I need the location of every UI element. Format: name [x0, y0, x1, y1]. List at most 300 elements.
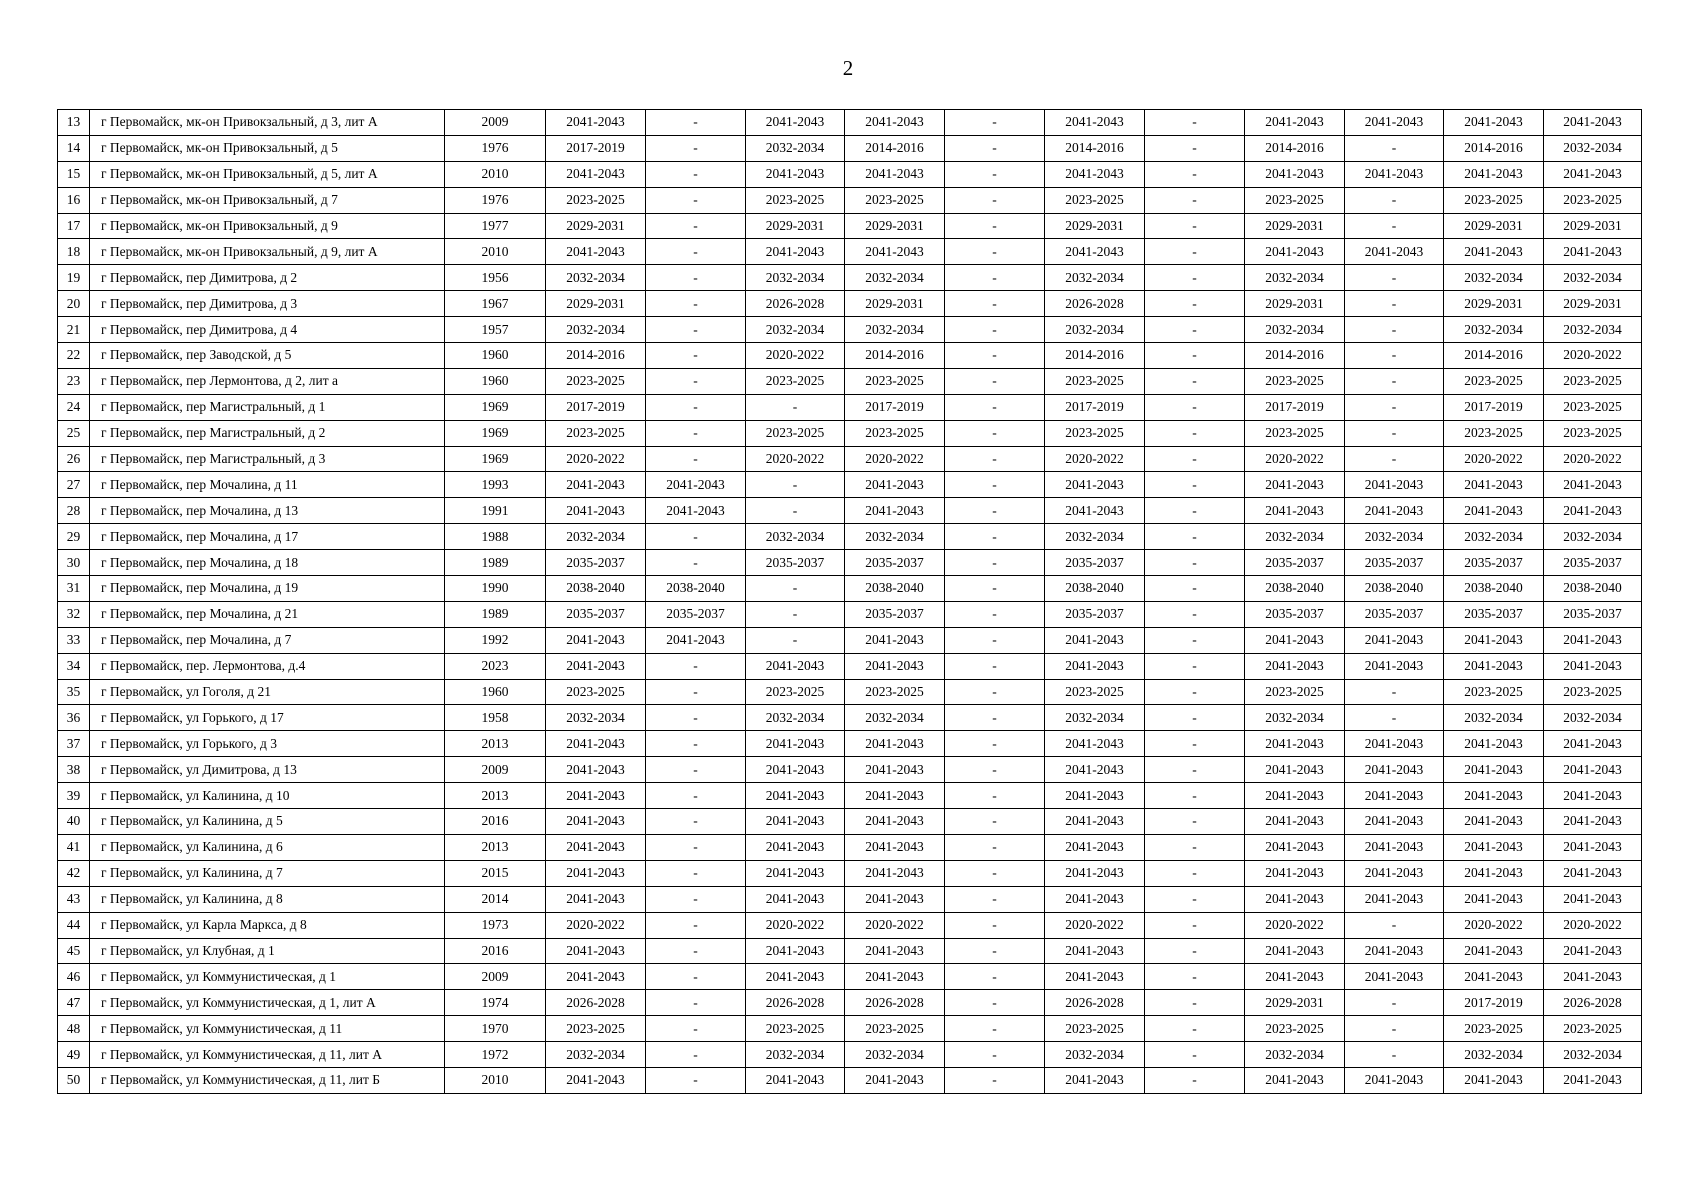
- address-cell: г Первомайск, мк-он Привокзальный, д 9: [90, 213, 445, 239]
- period-cell-2: -: [646, 653, 746, 679]
- period-cell-3: 2041-2043: [746, 964, 845, 990]
- address-cell: г Первомайск, пер Лермонтова, д 2, лит а: [90, 368, 445, 394]
- period-cell-8: 2023-2025: [1245, 420, 1345, 446]
- period-cell-8: 2029-2031: [1245, 990, 1345, 1016]
- period-cell-11: 2041-2043: [1544, 783, 1642, 809]
- period-cell-6: 2041-2043: [1045, 110, 1145, 136]
- row-number-cell: 32: [58, 601, 90, 627]
- period-cell-9: -: [1345, 679, 1444, 705]
- period-cell-2: -: [646, 1042, 746, 1068]
- period-cell-7: -: [1145, 653, 1245, 679]
- period-cell-4: 2041-2043: [845, 860, 945, 886]
- period-cell-6: 2023-2025: [1045, 368, 1145, 394]
- period-cell-8: 2041-2043: [1245, 653, 1345, 679]
- table-row: [58, 498, 1642, 524]
- period-cell-8: 2032-2034: [1245, 265, 1345, 291]
- period-cell-1: 2023-2025: [546, 187, 646, 213]
- period-cell-9: -: [1345, 265, 1444, 291]
- period-cell-2: -: [646, 550, 746, 576]
- period-cell-4: 2032-2034: [845, 705, 945, 731]
- period-cell-8: 2014-2016: [1245, 343, 1345, 369]
- period-cell-3: 2020-2022: [746, 912, 845, 938]
- year-built-cell: 1969: [445, 446, 546, 472]
- period-cell-6: 2035-2037: [1045, 550, 1145, 576]
- table-row: [58, 938, 1642, 964]
- period-cell-7: -: [1145, 291, 1245, 317]
- period-cell-11: 2029-2031: [1544, 291, 1642, 317]
- year-built-cell: 2013: [445, 731, 546, 757]
- period-cell-10: 2020-2022: [1444, 912, 1544, 938]
- period-cell-4: 2041-2043: [845, 161, 945, 187]
- period-cell-6: 2032-2034: [1045, 265, 1145, 291]
- period-cell-10: 2041-2043: [1444, 161, 1544, 187]
- period-cell-10: 2020-2022: [1444, 446, 1544, 472]
- year-built-cell: 1991: [445, 498, 546, 524]
- period-cell-2: -: [646, 938, 746, 964]
- period-cell-7: -: [1145, 990, 1245, 1016]
- period-cell-11: 2041-2043: [1544, 757, 1642, 783]
- period-cell-3: 2023-2025: [746, 679, 845, 705]
- period-cell-7: -: [1145, 446, 1245, 472]
- period-cell-2: -: [646, 291, 746, 317]
- period-cell-1: 2041-2043: [546, 757, 646, 783]
- period-cell-6: 2041-2043: [1045, 627, 1145, 653]
- period-cell-7: -: [1145, 834, 1245, 860]
- period-cell-4: 2041-2043: [845, 498, 945, 524]
- period-cell-9: 2041-2043: [1345, 627, 1444, 653]
- period-cell-5: -: [945, 990, 1045, 1016]
- period-cell-8: 2038-2040: [1245, 576, 1345, 602]
- period-cell-4: 2038-2040: [845, 576, 945, 602]
- period-cell-10: 2014-2016: [1444, 135, 1544, 161]
- period-cell-3: -: [746, 472, 845, 498]
- period-cell-1: 2032-2034: [546, 705, 646, 731]
- period-cell-3: -: [746, 576, 845, 602]
- period-cell-8: 2041-2043: [1245, 757, 1345, 783]
- period-cell-5: -: [945, 576, 1045, 602]
- period-cell-2: 2038-2040: [646, 576, 746, 602]
- table-body: [58, 110, 1642, 1094]
- period-cell-10: 2023-2025: [1444, 187, 1544, 213]
- period-cell-10: 2041-2043: [1444, 653, 1544, 679]
- period-cell-7: -: [1145, 964, 1245, 990]
- period-cell-7: -: [1145, 550, 1245, 576]
- period-cell-1: 2032-2034: [546, 524, 646, 550]
- period-cell-5: -: [945, 550, 1045, 576]
- period-cell-6: 2041-2043: [1045, 653, 1145, 679]
- period-cell-10: 2038-2040: [1444, 576, 1544, 602]
- period-cell-8: 2023-2025: [1245, 679, 1345, 705]
- period-cell-1: 2041-2043: [546, 472, 646, 498]
- table-row: [58, 964, 1642, 990]
- period-cell-5: -: [945, 653, 1045, 679]
- period-cell-4: 2014-2016: [845, 343, 945, 369]
- period-cell-5: -: [945, 524, 1045, 550]
- period-cell-7: -: [1145, 368, 1245, 394]
- period-cell-3: -: [746, 498, 845, 524]
- address-cell: г Первомайск, пер Мочалина, д 19: [90, 576, 445, 602]
- period-cell-5: -: [945, 213, 1045, 239]
- year-built-cell: 1976: [445, 187, 546, 213]
- period-cell-10: 2035-2037: [1444, 601, 1544, 627]
- period-cell-1: 2023-2025: [546, 679, 646, 705]
- table-row: [58, 317, 1642, 343]
- row-number-cell: 20: [58, 291, 90, 317]
- period-cell-3: -: [746, 601, 845, 627]
- period-cell-7: -: [1145, 394, 1245, 420]
- period-cell-8: 2041-2043: [1245, 809, 1345, 835]
- period-cell-9: 2041-2043: [1345, 783, 1444, 809]
- period-cell-6: 2026-2028: [1045, 990, 1145, 1016]
- table-row: [58, 912, 1642, 938]
- year-built-cell: 2013: [445, 783, 546, 809]
- year-built-cell: 2009: [445, 964, 546, 990]
- table-row: [58, 576, 1642, 602]
- period-cell-5: -: [945, 446, 1045, 472]
- address-cell: г Первомайск, пер Димитрова, д 4: [90, 317, 445, 343]
- period-cell-7: -: [1145, 886, 1245, 912]
- period-cell-8: 2035-2037: [1245, 601, 1345, 627]
- period-cell-6: 2041-2043: [1045, 783, 1145, 809]
- period-cell-2: -: [646, 368, 746, 394]
- row-number-cell: 27: [58, 472, 90, 498]
- period-cell-11: 2041-2043: [1544, 731, 1642, 757]
- period-cell-6: 2017-2019: [1045, 394, 1145, 420]
- table-row: [58, 601, 1642, 627]
- period-cell-11: 2023-2025: [1544, 394, 1642, 420]
- period-cell-8: 2041-2043: [1245, 783, 1345, 809]
- address-cell: г Первомайск, мк-он Привокзальный, д 3, лит А: [90, 110, 445, 136]
- period-cell-11: 2041-2043: [1544, 834, 1642, 860]
- period-cell-1: 2041-2043: [546, 161, 646, 187]
- period-cell-10: 2041-2043: [1444, 809, 1544, 835]
- period-cell-11: 2041-2043: [1544, 627, 1642, 653]
- year-built-cell: 1969: [445, 420, 546, 446]
- period-cell-1: 2014-2016: [546, 343, 646, 369]
- period-cell-5: -: [945, 187, 1045, 213]
- period-cell-11: 2041-2043: [1544, 964, 1642, 990]
- address-cell: г Первомайск, ул Калинина, д 7: [90, 860, 445, 886]
- period-cell-3: 2041-2043: [746, 239, 845, 265]
- row-number-cell: 24: [58, 394, 90, 420]
- period-cell-6: 2041-2043: [1045, 860, 1145, 886]
- address-cell: г Первомайск, пер Димитрова, д 2: [90, 265, 445, 291]
- period-cell-3: 2029-2031: [746, 213, 845, 239]
- table-row: [58, 1067, 1642, 1093]
- period-cell-5: -: [945, 239, 1045, 265]
- row-number-cell: 47: [58, 990, 90, 1016]
- period-cell-10: 2029-2031: [1444, 213, 1544, 239]
- period-cell-10: 2041-2043: [1444, 498, 1544, 524]
- table-row: [58, 343, 1642, 369]
- period-cell-6: 2014-2016: [1045, 343, 1145, 369]
- period-cell-3: 2023-2025: [746, 368, 845, 394]
- period-cell-8: 2032-2034: [1245, 1042, 1345, 1068]
- period-cell-1: 2038-2040: [546, 576, 646, 602]
- table-row: [58, 291, 1642, 317]
- period-cell-4: 2032-2034: [845, 1042, 945, 1068]
- period-cell-7: -: [1145, 187, 1245, 213]
- period-cell-11: 2032-2034: [1544, 135, 1642, 161]
- year-built-cell: 1993: [445, 472, 546, 498]
- period-cell-2: -: [646, 187, 746, 213]
- period-cell-8: 2041-2043: [1245, 239, 1345, 265]
- address-cell: г Первомайск, мк-он Привокзальный, д 5: [90, 135, 445, 161]
- period-cell-4: 2041-2043: [845, 809, 945, 835]
- address-cell: г Первомайск, пер Заводской, д 5: [90, 343, 445, 369]
- period-cell-4: 2035-2037: [845, 601, 945, 627]
- table-row: [58, 653, 1642, 679]
- period-cell-1: 2041-2043: [546, 627, 646, 653]
- period-cell-10: 2032-2034: [1444, 1042, 1544, 1068]
- period-cell-6: 2041-2043: [1045, 472, 1145, 498]
- year-built-cell: 2010: [445, 161, 546, 187]
- period-cell-5: -: [945, 731, 1045, 757]
- period-cell-9: 2041-2043: [1345, 239, 1444, 265]
- address-cell: г Первомайск, пер Мочалина, д 17: [90, 524, 445, 550]
- row-number-cell: 38: [58, 757, 90, 783]
- period-cell-5: -: [945, 343, 1045, 369]
- table-row: [58, 550, 1642, 576]
- period-cell-2: 2041-2043: [646, 627, 746, 653]
- table-row: [58, 110, 1642, 136]
- address-cell: г Первомайск, ул Горького, д 17: [90, 705, 445, 731]
- row-number-cell: 49: [58, 1042, 90, 1068]
- period-cell-4: 2041-2043: [845, 110, 945, 136]
- row-number-cell: 21: [58, 317, 90, 343]
- period-cell-3: 2032-2034: [746, 265, 845, 291]
- period-cell-5: -: [945, 291, 1045, 317]
- period-cell-4: 2041-2043: [845, 627, 945, 653]
- period-cell-1: 2020-2022: [546, 446, 646, 472]
- period-cell-1: 2041-2043: [546, 110, 646, 136]
- period-cell-4: 2014-2016: [845, 135, 945, 161]
- address-cell: г Первомайск, ул Карла Маркса, д 8: [90, 912, 445, 938]
- period-cell-10: 2014-2016: [1444, 343, 1544, 369]
- period-cell-1: 2026-2028: [546, 990, 646, 1016]
- address-cell: г Первомайск, ул Коммунистическая, д 11, лит А: [90, 1042, 445, 1068]
- period-cell-11: 2041-2043: [1544, 110, 1642, 136]
- row-number-cell: 18: [58, 239, 90, 265]
- period-cell-11: 2032-2034: [1544, 265, 1642, 291]
- period-cell-7: -: [1145, 498, 1245, 524]
- address-cell: г Первомайск, пер Мочалина, д 11: [90, 472, 445, 498]
- period-cell-9: -: [1345, 705, 1444, 731]
- period-cell-6: 2041-2043: [1045, 964, 1145, 990]
- period-cell-10: 2041-2043: [1444, 1067, 1544, 1093]
- period-cell-2: -: [646, 161, 746, 187]
- period-cell-2: -: [646, 964, 746, 990]
- period-cell-1: 2041-2043: [546, 809, 646, 835]
- period-cell-5: -: [945, 834, 1045, 860]
- period-cell-8: 2041-2043: [1245, 110, 1345, 136]
- period-cell-11: 2041-2043: [1544, 860, 1642, 886]
- period-cell-10: 2032-2034: [1444, 705, 1544, 731]
- period-cell-2: -: [646, 239, 746, 265]
- year-built-cell: 1989: [445, 601, 546, 627]
- period-cell-6: 2026-2028: [1045, 291, 1145, 317]
- table-row: [58, 239, 1642, 265]
- period-cell-11: 2038-2040: [1544, 576, 1642, 602]
- period-cell-7: -: [1145, 1042, 1245, 1068]
- period-cell-6: 2023-2025: [1045, 1016, 1145, 1042]
- period-cell-1: 2017-2019: [546, 135, 646, 161]
- period-cell-9: 2041-2043: [1345, 886, 1444, 912]
- period-cell-3: 2041-2043: [746, 834, 845, 860]
- period-cell-6: 2041-2043: [1045, 161, 1145, 187]
- period-cell-8: 2032-2034: [1245, 317, 1345, 343]
- period-cell-1: 2041-2043: [546, 653, 646, 679]
- period-cell-2: -: [646, 783, 746, 809]
- period-cell-2: -: [646, 886, 746, 912]
- table-row: [58, 886, 1642, 912]
- period-cell-1: 2041-2043: [546, 731, 646, 757]
- year-built-cell: 1988: [445, 524, 546, 550]
- period-cell-10: 2032-2034: [1444, 524, 1544, 550]
- period-cell-5: -: [945, 394, 1045, 420]
- period-cell-6: 2023-2025: [1045, 420, 1145, 446]
- period-cell-4: 2023-2025: [845, 1016, 945, 1042]
- period-cell-11: 2023-2025: [1544, 1016, 1642, 1042]
- table-row: [58, 135, 1642, 161]
- address-cell: г Первомайск, ул Гоголя, д 21: [90, 679, 445, 705]
- period-cell-3: 2041-2043: [746, 886, 845, 912]
- row-number-cell: 37: [58, 731, 90, 757]
- period-cell-7: -: [1145, 601, 1245, 627]
- period-cell-4: 2017-2019: [845, 394, 945, 420]
- period-cell-7: -: [1145, 472, 1245, 498]
- period-cell-7: -: [1145, 809, 1245, 835]
- period-cell-9: 2038-2040: [1345, 576, 1444, 602]
- period-cell-1: 2035-2037: [546, 550, 646, 576]
- year-built-cell: 1974: [445, 990, 546, 1016]
- period-cell-3: 2041-2043: [746, 110, 845, 136]
- address-cell: г Первомайск, пер Магистральный, д 3: [90, 446, 445, 472]
- period-cell-9: -: [1345, 912, 1444, 938]
- year-built-cell: 2013: [445, 834, 546, 860]
- period-cell-5: -: [945, 964, 1045, 990]
- period-cell-4: 2020-2022: [845, 912, 945, 938]
- period-cell-6: 2023-2025: [1045, 187, 1145, 213]
- period-cell-11: 2035-2037: [1544, 550, 1642, 576]
- period-cell-1: 2041-2043: [546, 886, 646, 912]
- period-cell-9: -: [1345, 1042, 1444, 1068]
- period-cell-2: 2041-2043: [646, 498, 746, 524]
- address-cell: г Первомайск, пер. Лермонтова, д.4: [90, 653, 445, 679]
- period-cell-3: 2032-2034: [746, 524, 845, 550]
- year-built-cell: 2009: [445, 110, 546, 136]
- address-cell: г Первомайск, пер Магистральный, д 1: [90, 394, 445, 420]
- period-cell-4: 2041-2043: [845, 472, 945, 498]
- row-number-cell: 31: [58, 576, 90, 602]
- period-cell-4: 2023-2025: [845, 679, 945, 705]
- period-cell-7: -: [1145, 239, 1245, 265]
- period-cell-3: 2032-2034: [746, 1042, 845, 1068]
- period-cell-8: 2035-2037: [1245, 550, 1345, 576]
- year-built-cell: 1970: [445, 1016, 546, 1042]
- period-cell-6: 2020-2022: [1045, 912, 1145, 938]
- period-cell-1: 2029-2031: [546, 291, 646, 317]
- table-row: [58, 265, 1642, 291]
- period-cell-9: -: [1345, 213, 1444, 239]
- period-cell-9: 2041-2043: [1345, 834, 1444, 860]
- period-cell-7: -: [1145, 420, 1245, 446]
- row-number-cell: 30: [58, 550, 90, 576]
- period-cell-3: 2023-2025: [746, 1016, 845, 1042]
- period-cell-11: 2023-2025: [1544, 187, 1642, 213]
- period-cell-3: 2023-2025: [746, 420, 845, 446]
- period-cell-9: 2032-2034: [1345, 524, 1444, 550]
- period-cell-7: -: [1145, 265, 1245, 291]
- period-cell-9: 2041-2043: [1345, 731, 1444, 757]
- address-cell: г Первомайск, ул Коммунистическая, д 1, лит А: [90, 990, 445, 1016]
- period-cell-5: -: [945, 860, 1045, 886]
- period-cell-8: 2041-2043: [1245, 161, 1345, 187]
- period-cell-2: -: [646, 524, 746, 550]
- row-number-cell: 16: [58, 187, 90, 213]
- address-cell: г Первомайск, пер Мочалина, д 13: [90, 498, 445, 524]
- period-cell-9: 2041-2043: [1345, 472, 1444, 498]
- period-cell-4: 2041-2043: [845, 653, 945, 679]
- period-cell-6: 2032-2034: [1045, 524, 1145, 550]
- address-cell: г Первомайск, мк-он Привокзальный, д 9, лит А: [90, 239, 445, 265]
- year-built-cell: 1960: [445, 679, 546, 705]
- table-row: [58, 627, 1642, 653]
- period-cell-7: -: [1145, 161, 1245, 187]
- address-cell: г Первомайск, пер Мочалина, д 7: [90, 627, 445, 653]
- year-built-cell: 2009: [445, 757, 546, 783]
- year-built-cell: 1956: [445, 265, 546, 291]
- period-cell-5: -: [945, 110, 1045, 136]
- period-cell-4: 2023-2025: [845, 420, 945, 446]
- period-cell-10: 2041-2043: [1444, 627, 1544, 653]
- row-number-cell: 44: [58, 912, 90, 938]
- table-row: [58, 705, 1642, 731]
- period-cell-8: 2041-2043: [1245, 731, 1345, 757]
- period-cell-3: 2041-2043: [746, 161, 845, 187]
- period-cell-9: 2041-2043: [1345, 860, 1444, 886]
- period-cell-8: 2023-2025: [1245, 368, 1345, 394]
- table-row: [58, 783, 1642, 809]
- period-cell-2: -: [646, 446, 746, 472]
- row-number-cell: 28: [58, 498, 90, 524]
- table-row: [58, 368, 1642, 394]
- period-cell-9: -: [1345, 187, 1444, 213]
- period-cell-9: 2041-2043: [1345, 964, 1444, 990]
- period-cell-11: 2041-2043: [1544, 472, 1642, 498]
- row-number-cell: 19: [58, 265, 90, 291]
- period-cell-8: 2041-2043: [1245, 834, 1345, 860]
- period-cell-11: 2032-2034: [1544, 705, 1642, 731]
- period-cell-9: 2041-2043: [1345, 653, 1444, 679]
- period-cell-1: 2041-2043: [546, 938, 646, 964]
- period-cell-8: 2041-2043: [1245, 938, 1345, 964]
- year-built-cell: 2016: [445, 809, 546, 835]
- period-cell-8: 2041-2043: [1245, 627, 1345, 653]
- period-cell-7: -: [1145, 317, 1245, 343]
- address-cell: г Первомайск, пер Мочалина, д 18: [90, 550, 445, 576]
- period-cell-9: -: [1345, 135, 1444, 161]
- period-cell-9: -: [1345, 343, 1444, 369]
- row-number-cell: 34: [58, 653, 90, 679]
- address-cell: г Первомайск, ул Калинина, д 5: [90, 809, 445, 835]
- row-number-cell: 46: [58, 964, 90, 990]
- row-number-cell: 29: [58, 524, 90, 550]
- address-cell: г Первомайск, ул Калинина, д 8: [90, 886, 445, 912]
- year-built-cell: 1972: [445, 1042, 546, 1068]
- period-cell-7: -: [1145, 860, 1245, 886]
- period-cell-2: -: [646, 1067, 746, 1093]
